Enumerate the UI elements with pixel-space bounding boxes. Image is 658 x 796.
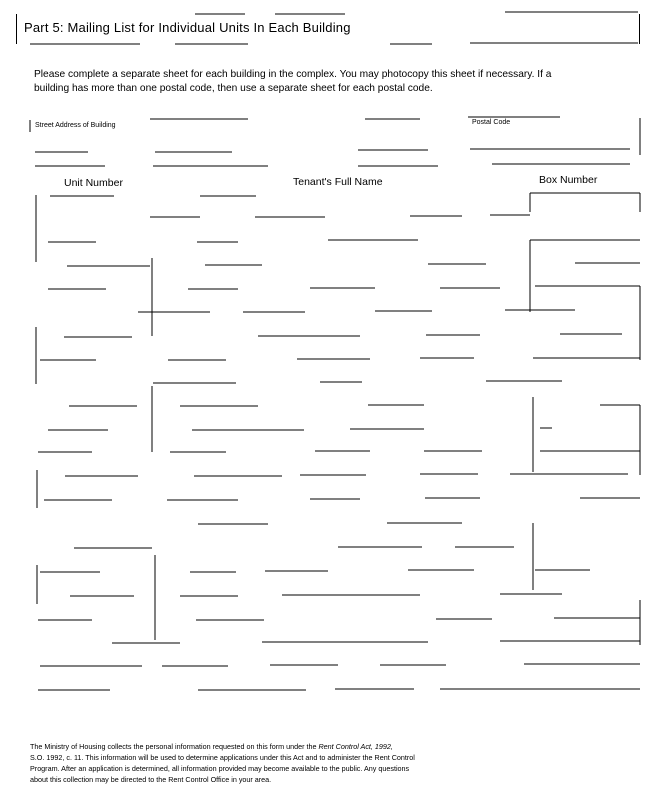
privacy-notice [30,741,500,785]
privacy-notice-line-3: Program. After an application is determined, all information provided may become available to the public. Any questions [30,764,410,773]
privacy-notice-line-4: about this collection may be directed to the Rent Control Office in your area. [30,775,272,784]
street-address-label: Street Address of Building [35,122,116,129]
instructions-line-2: building has more than one postal code, then use a separate sheet for each postal code. [34,83,433,94]
act-reference: Rent Control Act, 1992, [318,742,393,751]
instructions-line-1: Please complete a separate sheet for each building in the complex. You may photocopy this sheet if necessary. If a [34,69,552,80]
column-header-unit-number: Unit Number [64,177,123,189]
privacy-notice-line-1 [30,741,500,752]
column-header-box-number: Box Number [539,174,598,186]
form-title: Part 5: Mailing List for Individual Units In Each Building [24,20,351,35]
postal-code-label: Postal Code [472,119,511,126]
privacy-notice-text: The Ministry of Housing collects the personal information requested on this form under the [30,742,319,751]
column-header-tenant-name: Tenant's Full Name [293,176,383,188]
privacy-notice-line-2: S.O. 1992, c. 11. This information will be used to determine applications under this Act and to administer the Rent Control [30,753,415,762]
